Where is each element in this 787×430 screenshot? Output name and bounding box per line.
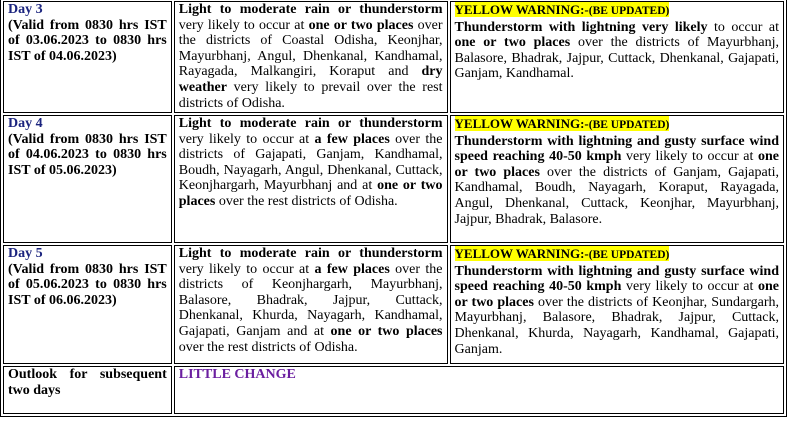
day-label: Day 4: [8, 116, 43, 131]
warning-badge-note: (BE UPDATED): [588, 119, 670, 131]
day-cell: [3, 1, 172, 113]
warning-text: over the districts of Ganjam, Gajapati, Kandhamal, Boudh, Nayagarh, Koraput, Rayagada, Angul, Dhenkanal, Cuttack, Keonjhar, Mayurbhanj, Jajpur, Bhadrak, Balasore.: [454, 164, 779, 227]
warning-badge-text: YELLOW WARNING:-: [454, 2, 589, 17]
warning-text: over the districts of Keonjhar, Sundargarh, Mayurbhanj, Balasore, Bhadrak, Jajpur, Cuttack, Dhenkanal, Khurda, Nayagarh, Kandhamal, Gajapati, Ganjam.: [454, 294, 779, 357]
rain-text: very likely to occur at: [178, 131, 315, 147]
rain-text: over the rest districts of Odisha.: [215, 193, 398, 209]
rain-emphasis: one or two places: [330, 323, 443, 339]
validity-text: (Valid from 0830 hrs IST of 05.06.2023 to 0830 hrs IST of 06.06.2023): [8, 261, 167, 308]
rain-emphasis: one or two places: [308, 17, 414, 33]
warning-text: over the districts of Mayurbhanj, Balasore, Bhadrak, Jajpur, Cuttack, Dhenkanal, Gajapati, Ganjam, Kandhamal.: [454, 35, 779, 82]
rain-text: over the districts of Keonjhargarh, Mayurbhanj, Balasore, Bhadrak, Jajpur, Cuttack, Dhenkanal, Khurda, Nayagarh, Kandhamal, Gajapati, Ganjam and at: [178, 261, 443, 339]
rain-text: over the districts of Coastal Odisha, Keonjhar, Mayurbhanj, Angul, Dhenkanal, Kandhamal, Rayagada, Malkangiri, Koraput and: [178, 17, 443, 80]
table-row: [3, 245, 784, 364]
warning-text: very likely to occur at: [621, 149, 759, 165]
day-label: Day 5: [8, 246, 43, 261]
warning-lead: Thunderstorm with lightning and gusty surface wind speed reaching 40-50 kmph: [454, 133, 779, 165]
day-cell: [3, 115, 172, 243]
warning-lead: Thunderstorm with lightning very likely: [454, 19, 708, 35]
warning-badge-note: (BE UPDATED): [588, 5, 670, 17]
outlook-value: LITTLE CHANGE: [174, 366, 784, 414]
rain-emphasis: a few places: [314, 131, 390, 147]
outlook-label: Outlook for subsequent two days: [3, 366, 172, 414]
validity-text: (Valid from 0830 hrs IST of 04.06.2023 to 0830 hrs IST of 05.06.2023): [8, 131, 167, 178]
warning-text: very likely to occur at: [621, 279, 759, 295]
yellow-warning-badge: [455, 246, 670, 261]
warning-emphasis: one or two places: [454, 149, 780, 180]
rainfall-forecast-cell: [174, 1, 448, 113]
warning-lead: Thunderstorm with lightning and gusty surface wind speed reaching 40-50 kmph: [454, 263, 779, 295]
warning-cell: [450, 1, 784, 113]
warning-cell: [450, 115, 784, 243]
rain-emphasis: dry weather: [178, 64, 443, 95]
warning-text: to occur at: [707, 19, 779, 35]
table-row: [3, 366, 784, 414]
warning-badge-note: (BE UPDATED): [588, 249, 670, 261]
yellow-warning-badge: [455, 116, 670, 131]
warning-emphasis: one or two places: [454, 35, 571, 51]
rain-lead: Light to moderate rain or thunderstorm: [178, 246, 443, 261]
rain-text: over the districts of Gajapati, Ganjam, Kandhamal, Boudh, Nayagarh, Angul, Dhenkanal, Cuttack, Keonjhargarh, Mayurbhanj and at: [178, 131, 443, 194]
warning-badge-text: YELLOW WARNING:-: [454, 116, 589, 131]
warning-badge-text: YELLOW WARNING:-: [454, 246, 589, 261]
rain-text: over the rest districts of Odisha.: [178, 339, 358, 355]
rain-text: very likely to prevail over the rest districts of Odisha.: [178, 79, 443, 111]
yellow-warning-badge: [455, 2, 670, 17]
rain-emphasis: one or two places: [178, 178, 443, 209]
day-label: Day 3: [8, 2, 43, 17]
rainfall-forecast-cell: [174, 115, 448, 243]
rain-text: very likely to occur at: [178, 261, 315, 277]
day-cell: [3, 245, 172, 364]
rain-lead: Light to moderate rain or thunderstorm: [178, 116, 443, 131]
rainfall-forecast-cell: [174, 245, 448, 364]
rain-lead: Light to moderate rain or thunderstorm: [178, 2, 443, 17]
warning-emphasis: one or two places: [454, 279, 780, 310]
validity-text: (Valid from 0830 hrs IST of 03.06.2023 to 0830 hrs IST of 04.06.2023): [8, 17, 167, 64]
warning-cell: [450, 245, 784, 364]
rain-text: very likely to occur at: [178, 17, 309, 33]
table-row: [3, 115, 784, 243]
rain-emphasis: a few places: [314, 261, 390, 277]
table-row: [3, 1, 784, 113]
